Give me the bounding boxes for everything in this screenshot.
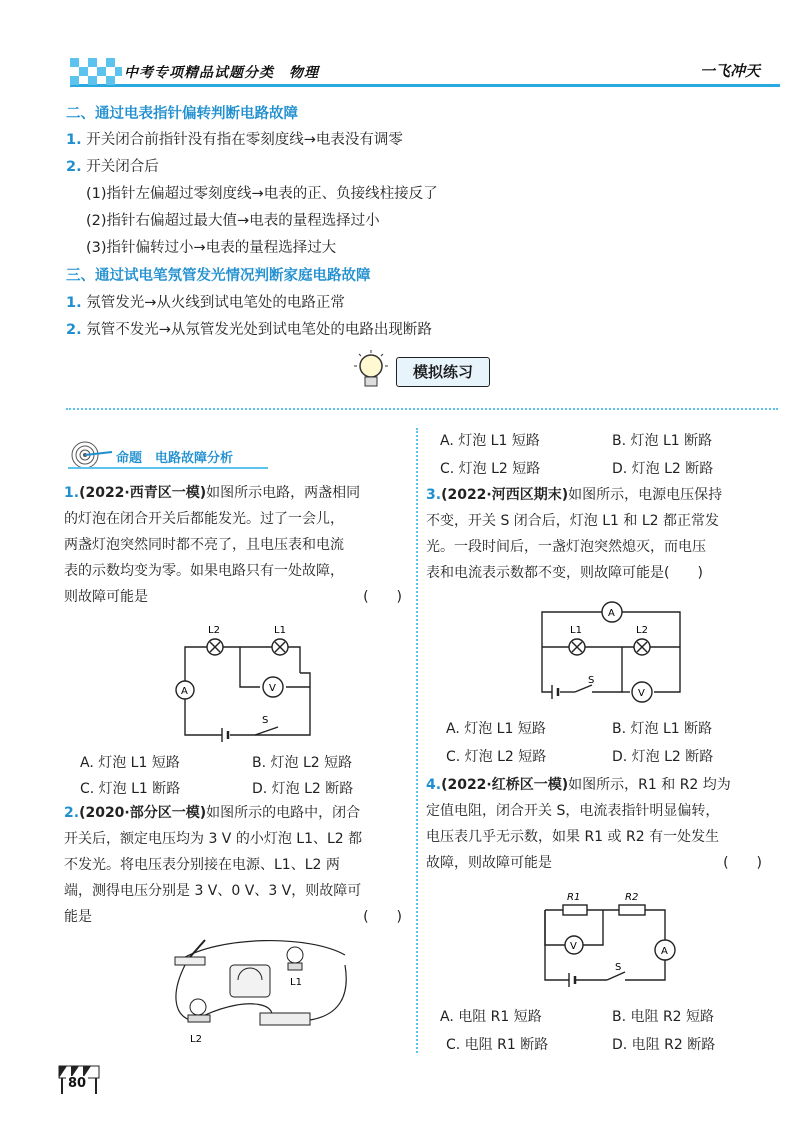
q3-label-l2: L2: [636, 625, 648, 636]
section-3-item-2: 2. 氖管不发光→从氖管发光处到试电笔处的电路出现断路: [66, 322, 432, 338]
q1-label-voltmeter: V: [269, 683, 276, 694]
q1-option-a[interactable]: A. 灯泡 L1 短路: [80, 755, 180, 771]
section-2-item-1: 1. 开关闭合前指针没有指在零刻度线→电表没有调零: [66, 132, 403, 148]
q1-label-switch: S: [262, 715, 269, 726]
q4-label-r2: R2: [625, 892, 639, 903]
q1-option-c[interactable]: C. 灯泡 L1 断路: [80, 781, 181, 797]
q1-label-ammeter: A: [181, 686, 188, 697]
q1-option-b[interactable]: B. 灯泡 L2 短路: [252, 755, 353, 771]
q4-option-b[interactable]: B. 电阻 R2 短路: [612, 1009, 715, 1025]
q4-label-ammeter: A: [661, 946, 668, 957]
section-3-item-1: 1. 氖管发光→从火线到试电笔处的电路正常: [66, 295, 345, 311]
q2-option-d[interactable]: D. 灯泡 L2 断路: [612, 461, 714, 477]
header-checker-decoration: [70, 58, 122, 88]
q3-label-voltmeter: V: [638, 688, 645, 699]
column-divider: [416, 428, 418, 1053]
header-logo: 一飞冲天: [700, 62, 761, 80]
section-2-sub-2: (2)指针右偏超过最大值→电表的量程选择过小: [86, 213, 380, 229]
q4-label-switch: S: [615, 962, 622, 973]
q4-option-d[interactable]: D. 电阻 R2 断路: [612, 1037, 716, 1053]
practice-badge: 模拟练习: [396, 357, 490, 387]
q2-label-l2: L2: [190, 1034, 202, 1045]
question-4: 4.(2022·红桥区一模)如图所示，R1 和 R2 均为 定值电阻，闭合开关 S，电流表指针明显偏转， 电压表几乎无示数，如果 R1 或 R2 有一处发生 故障，则故障可能是 ( ): [426, 777, 762, 871]
target-icon: [70, 440, 114, 470]
q1-label-l2: L2: [208, 625, 220, 636]
lightbulb-icon: [350, 348, 392, 396]
section-2-sub-3: (3)指针偏转过小→电表的量程选择过大: [86, 240, 337, 256]
page-number: 80: [68, 1076, 87, 1091]
q1-option-d[interactable]: D. 灯泡 L2 断路: [252, 781, 354, 797]
q3-option-d[interactable]: D. 灯泡 L2 断路: [612, 749, 714, 765]
q4-circuit-diagram: [535, 890, 685, 990]
q4-label-r1: R1: [567, 892, 581, 903]
section-2-sub-1: (1)指针左偏超过零刻度线→电表的正、负接线柱接反了: [86, 186, 438, 202]
q4-option-c[interactable]: C. 电阻 R1 断路: [446, 1037, 549, 1053]
topic-underline: [68, 467, 268, 469]
q2-option-c[interactable]: C. 灯泡 L2 短路: [440, 461, 541, 477]
q3-label-switch: S: [588, 675, 595, 686]
question-1: 1.(2022·西青区一模)如图所示电路，两盏相同 的灯泡在闭合开关后都能发光。过了一会儿， 两盏灯泡突然同时都不亮了，且电压表和电流 表的示数均变为零。如果电路只有一处故障， 则故障可能是 ( ): [64, 485, 402, 605]
q3-label-l1: L1: [570, 625, 582, 636]
q2-option-a[interactable]: A. 灯泡 L1 短路: [440, 433, 540, 449]
q3-option-a[interactable]: A. 灯泡 L1 短路: [446, 721, 546, 737]
q2-label-l1: L1: [290, 977, 302, 988]
q2-circuit-photo: [160, 935, 370, 1045]
q3-option-b[interactable]: B. 灯泡 L1 断路: [612, 721, 713, 737]
section-2-item-2: 2. 开关闭合后: [66, 159, 159, 175]
q1-circuit-diagram: [170, 615, 330, 745]
q1-label-l1: L1: [274, 625, 286, 636]
question-2: 2.(2020·部分区一模)如图所示的电路中，闭合 开关后，额定电压均为 3 V 的小灯泡 L1、L2 都 不发光。将电压表分别接在电源、L1、L2 两 端，测得电压分别是 3 V、0 V、3 V，则故障可 能是 ( ): [64, 805, 402, 925]
q3-circuit-diagram: [530, 597, 690, 707]
topic-title: 命题 电路故障分析: [116, 451, 234, 466]
header-title: 中考专项精品试题分类 物理: [124, 65, 319, 81]
section-2-title: 二、通过电表指针偏转判断电路故障: [66, 106, 298, 122]
q3-label-ammeter: A: [608, 608, 615, 619]
section-3-title: 三、通过试电笔氖管发光情况判断家庭电路故障: [66, 268, 371, 284]
dotted-divider: [66, 408, 778, 410]
question-3: 3.(2022·河西区期末)如图所示，电源电压保持 不变，开关 S 闭合后，灯泡 L1 和 L2 都正常发 光。一段时间后，一盏灯泡突然熄灭，而电压 表和电流表示数都不变，则故障可能是( ): [426, 487, 723, 581]
q4-label-voltmeter: V: [570, 941, 577, 952]
q4-option-a[interactable]: A. 电阻 R1 短路: [440, 1009, 542, 1025]
q2-option-b[interactable]: B. 灯泡 L1 断路: [612, 433, 713, 449]
q3-option-c[interactable]: C. 灯泡 L2 短路: [446, 749, 547, 765]
